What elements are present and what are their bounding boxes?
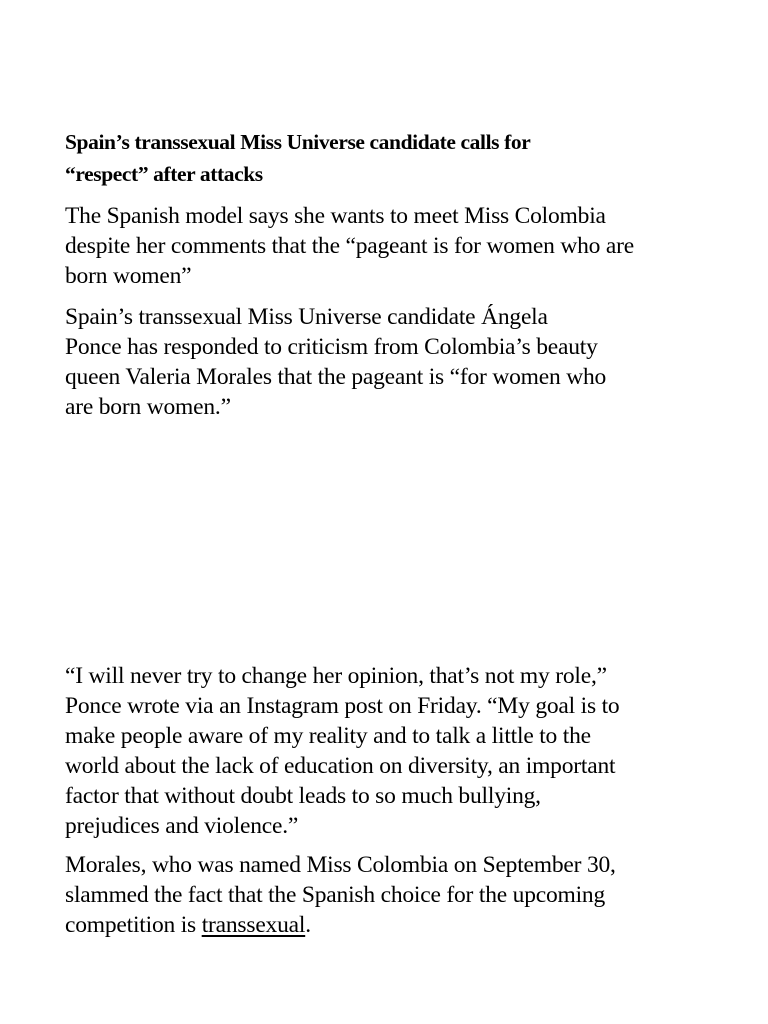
- paragraph-line: queen Valeria Morales that the pageant is “for women who: [65, 364, 607, 390]
- paragraph-line: make people aware of my reality and to talk a little to the: [65, 723, 591, 749]
- subhead-line: born women”: [65, 263, 192, 289]
- paragraph-line: slammed the fact that the Spanish choice for the upcoming: [65, 882, 606, 908]
- paragraph-line-prefix: competition is: [65, 912, 202, 938]
- paragraph-line-suffix: .: [305, 912, 311, 938]
- subhead-line: despite her comments that the “pageant is for women who are: [65, 233, 634, 259]
- paragraph-line: world about the lack of education on diversity, an important: [65, 753, 616, 779]
- headline-line: “respect” after attacks: [65, 162, 263, 186]
- headline-line: Spain’s transsexual Miss Universe candidate calls for: [65, 130, 531, 154]
- transsexual-link[interactable]: transsexual: [201, 912, 306, 938]
- paragraph-3: [65, 850, 715, 940]
- article-headline: [65, 126, 715, 190]
- paragraph-1: [65, 302, 715, 422]
- paragraph-line: Morales, who was named Miss Colombia on September 30,: [65, 852, 616, 878]
- subhead-line: The Spanish model says she wants to meet Miss Colombia: [65, 203, 606, 229]
- paragraph-line: “I will never try to change her opinion, that’s not my role,”: [65, 663, 607, 689]
- paragraph-2: [65, 661, 715, 841]
- paragraph-line: Ponce wrote via an Instagram post on Friday. “My goal is to: [65, 693, 620, 719]
- paragraph-line: are born women.”: [65, 394, 231, 420]
- paragraph-line: prejudices and violence.”: [65, 813, 299, 839]
- paragraph-line: Ponce has responded to criticism from Colombia’s beauty: [65, 334, 598, 360]
- paragraph-line: Spain’s transsexual Miss Universe candidate Ángela: [65, 304, 548, 330]
- paragraph-line: factor that without doubt leads to so much bullying,: [65, 783, 541, 809]
- article-subheading: [65, 201, 715, 291]
